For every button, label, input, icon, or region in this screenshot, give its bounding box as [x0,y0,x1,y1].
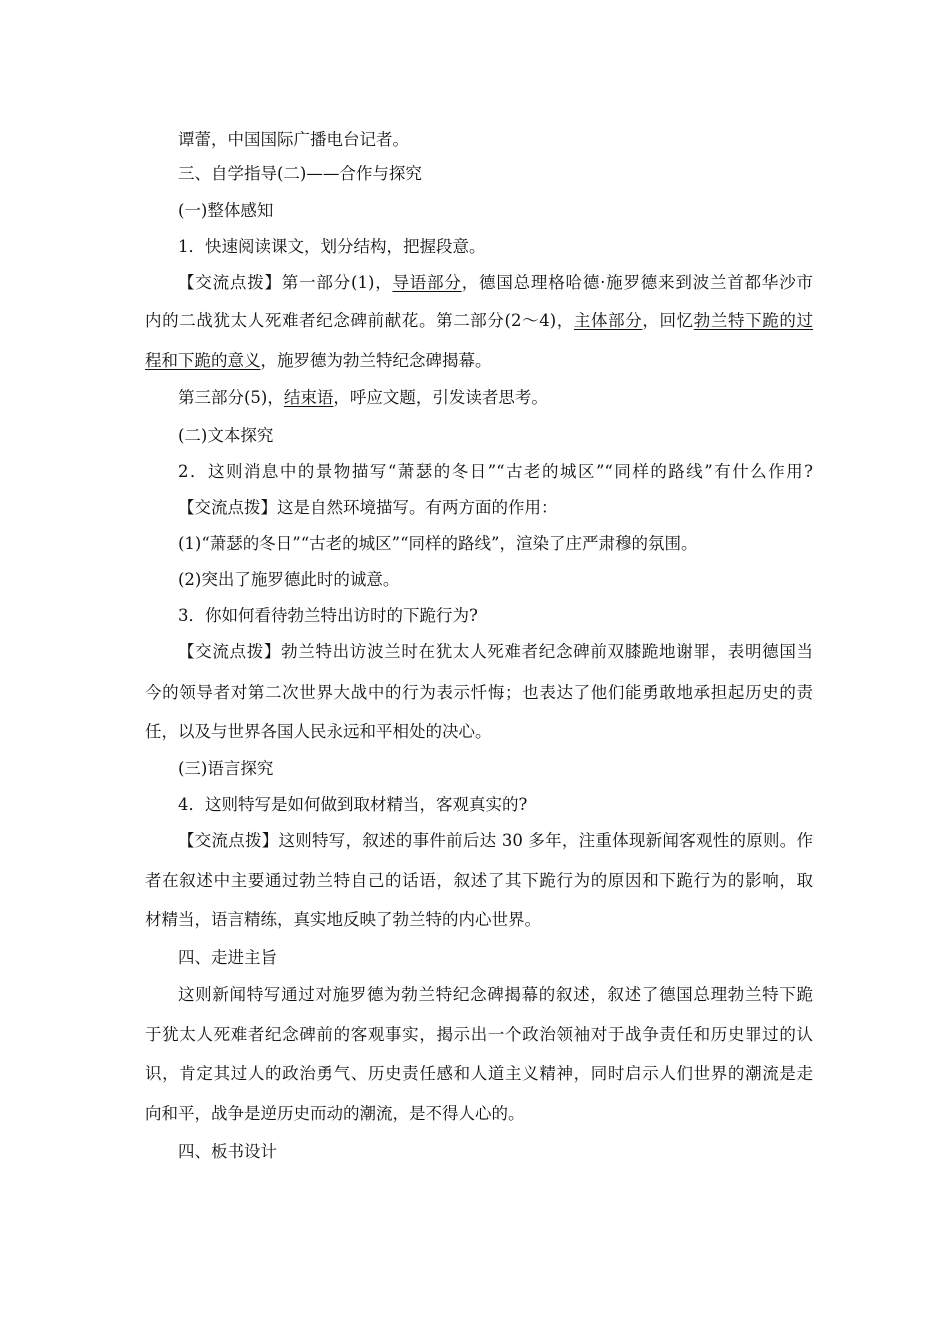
section-heading: 四、板书设计 [178,1142,277,1161]
section-heading: 三、自学指导(二)——合作与探究 [178,164,422,183]
answer-1-line-1 [178,272,813,294]
answer-3-line-3: 任，以及与世界各国人民永远和平相处的决心。 [145,722,492,741]
underlined-term: 程和下跪的意义 [145,351,261,370]
question-4: 4．这则特写是如何做到取材精当，客观真实的? [178,795,528,814]
text-run: ，呼应文题，引发读者思考。 [333,388,548,407]
answer-2-line-1: 【交流点拨】这是自然环境描写。有两方面的作用： [178,498,558,517]
answer-1-line-4 [178,387,813,409]
subsection-heading: (二)文本探究 [178,426,274,445]
theme-line-3: 识，肯定其过人的政治勇气、历史责任感和人道主义精神，同时启示人们世界的潮流是走 [145,1064,813,1083]
author-note: 谭蕾，中国国际广播电台记者。 [178,130,409,149]
underlined-term: 主体部分 [573,311,643,330]
answer-4-line-3: 材精当，语言精练，真实地反映了勃兰特的内心世界。 [145,910,541,929]
answer-1-line-2 [145,310,813,332]
text-run: 【交流点拨】第一部分(1)， [178,273,393,292]
underlined-term: 导语部分 [392,273,462,292]
underlined-term: 勃兰特下跪的过 [693,311,814,330]
text-run: ，施罗德为勃兰特纪念碑揭幕。 [260,351,492,370]
answer-4-line-2: 者在叙述中主要通过勃兰特自己的话语，叙述了其下跪行为的原因和下跪行为的影响，取 [145,871,813,890]
answer-1-line-3 [145,350,813,372]
theme-line-2: 于犹太人死难者纪念碑前的客观事实，揭示出一个政治领袖对于战争责任和历史罪过的认 [145,1025,813,1044]
answer-4-line-1: 【交流点拨】这则特写，叙述的事件前后达 30 多年，注重体现新闻客观性的原则。作 [178,831,813,850]
section-heading: 四、走进主旨 [178,948,277,967]
text-run: ，德国总理格哈德·施罗德来到波兰首都华沙市 [461,273,814,292]
theme-line-4: 向和平，战争是逆历史而动的潮流，是不得人心的。 [145,1104,525,1123]
theme-line-1: 这则新闻特写通过对施罗德为勃兰特纪念碑揭幕的叙述，叙述了德国总理勃兰特下跪 [178,985,813,1004]
question-2: 2．这则消息中的景物描写“萧瑟的冬日”“古老的城区”“同样的路线”有什么作用? [178,462,813,481]
answer-3-line-1: 【交流点拨】勃兰特出访波兰时在犹太人死难者纪念碑前双膝跪地谢罪，表明德国当 [178,642,813,661]
text-run: ，回忆 [642,311,694,330]
text-run: 第三部分(5)， [178,388,284,407]
question-1: 1．快速阅读课文，划分结构，把握段意。 [178,237,486,256]
answer-3-line-2: 今的领导者对第二次世界大战中的行为表示忏悔；也表达了他们能勇敢地承担起历史的责 [145,683,813,702]
subsection-heading: (一)整体感知 [178,201,274,220]
answer-2-line-3: (2)突出了施罗德此时的诚意。 [178,570,400,589]
underlined-term: 结束语 [283,388,334,407]
text-run: 内的二战犹太人死难者纪念碑前献花。第二部分(2～4)， [145,311,574,330]
answer-2-line-2: (1)“萧瑟的冬日”“古老的城区”“同样的路线”，渲染了庄严肃穆的氛围。 [178,534,698,553]
question-3: 3．你如何看待勃兰特出访时的下跪行为? [178,606,478,625]
subsection-heading: (三)语言探究 [178,759,274,778]
